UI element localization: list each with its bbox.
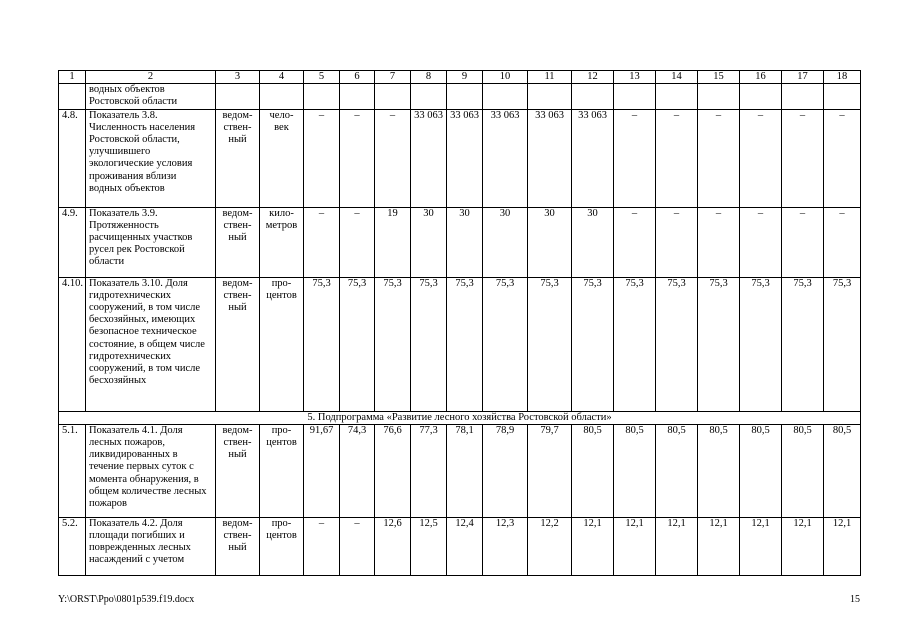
empty-cell	[216, 84, 260, 109]
value-cell: 80,5	[782, 424, 824, 517]
empty-cell	[698, 84, 740, 109]
empty-cell	[375, 84, 411, 109]
column-number: 15	[698, 71, 740, 84]
value-cell: 33 063	[447, 109, 483, 207]
value-cell: 33 063	[572, 109, 614, 207]
column-number: 10	[483, 71, 528, 84]
value-cell: –	[340, 109, 375, 207]
indicator-name: Показатель 4.1. Доля лесных пожаров, ликвидированных в течение первых суток с момента обнаружения, в общем количестве лесных пожаров	[86, 424, 216, 517]
column-number: 7	[375, 71, 411, 84]
value-cell: 30	[411, 207, 447, 277]
value-cell: –	[340, 207, 375, 277]
value-cell: 12,6	[375, 517, 411, 575]
value-cell: 75,3	[447, 277, 483, 411]
column-number: 6	[340, 71, 375, 84]
value-cell: 74,3	[340, 424, 375, 517]
value-cell: 80,5	[698, 424, 740, 517]
value-cell: 12,1	[572, 517, 614, 575]
column-number: 3	[216, 71, 260, 84]
value-cell: 76,6	[375, 424, 411, 517]
indicator-name: Показатель 4.2. Доля площади погибших и поврежденных лесных насаждений с учетом	[86, 517, 216, 575]
value-cell: 75,3	[698, 277, 740, 411]
document-path: Y:\ORST\Ppo\0801p539.f19.docx	[58, 594, 195, 605]
value-cell: –	[614, 109, 656, 207]
value-cell: 75,3	[304, 277, 340, 411]
row-number: 4.8.	[59, 109, 86, 207]
value-cell: 30	[483, 207, 528, 277]
value-cell: 75,3	[411, 277, 447, 411]
table-row	[59, 277, 861, 411]
value-cell: 75,3	[528, 277, 572, 411]
unit: чело-век	[260, 109, 304, 207]
column-number: 16	[740, 71, 782, 84]
value-cell: 75,3	[656, 277, 698, 411]
indicator-name: водных объектов Ростовской области	[86, 84, 216, 109]
value-cell: 91,67	[304, 424, 340, 517]
indicator-type: ведом-ствен-ный	[216, 424, 260, 517]
column-number: 4	[260, 71, 304, 84]
value-cell: 30	[447, 207, 483, 277]
indicator-name: Показатель 3.8. Численность населения Ростовской области, улучшившего экологические условия проживания вблизи водных объектов	[86, 109, 216, 207]
value-cell: –	[824, 207, 861, 277]
indicator-name: Показатель 3.9. Протяженность расчищенных участков русел рек Ростовской области	[86, 207, 216, 277]
value-cell: 75,3	[614, 277, 656, 411]
section-heading-row	[59, 411, 861, 424]
value-cell: 79,7	[528, 424, 572, 517]
column-number: 9	[447, 71, 483, 84]
empty-cell	[260, 84, 304, 109]
value-cell: –	[782, 207, 824, 277]
indicator-type: ведом-ствен-ный	[216, 109, 260, 207]
value-cell: –	[656, 109, 698, 207]
empty-cell	[411, 84, 447, 109]
value-cell: –	[304, 207, 340, 277]
empty-cell	[782, 84, 824, 109]
value-cell: 30	[572, 207, 614, 277]
value-cell: 19	[375, 207, 411, 277]
value-cell: 12,5	[411, 517, 447, 575]
value-cell: 30	[528, 207, 572, 277]
value-cell: –	[740, 109, 782, 207]
column-number-row	[59, 71, 861, 84]
value-cell: 12,1	[824, 517, 861, 575]
empty-cell	[447, 84, 483, 109]
value-cell: –	[614, 207, 656, 277]
empty-cell	[304, 84, 340, 109]
value-cell: 77,3	[411, 424, 447, 517]
empty-cell	[824, 84, 861, 109]
row-number: 5.1.	[59, 424, 86, 517]
value-cell: 75,3	[782, 277, 824, 411]
value-cell: 80,5	[824, 424, 861, 517]
column-number: 14	[656, 71, 698, 84]
empty-cell	[340, 84, 375, 109]
value-cell: 75,3	[740, 277, 782, 411]
value-cell: –	[698, 109, 740, 207]
page-number: 15	[850, 594, 860, 605]
section-title: 5. Подпрограмма «Развитие лесного хозяйства Ростовской области»	[59, 411, 861, 424]
column-number: 8	[411, 71, 447, 84]
column-number: 18	[824, 71, 861, 84]
value-cell: 12,2	[528, 517, 572, 575]
value-cell: 33 063	[483, 109, 528, 207]
value-cell: 75,3	[572, 277, 614, 411]
value-cell: –	[375, 109, 411, 207]
value-cell: –	[698, 207, 740, 277]
indicator-type: ведом-ствен-ный	[216, 277, 260, 411]
value-cell: 12,4	[447, 517, 483, 575]
value-cell: –	[740, 207, 782, 277]
column-number: 2	[86, 71, 216, 84]
table-row	[59, 109, 861, 207]
value-cell: 33 063	[411, 109, 447, 207]
value-cell: –	[656, 207, 698, 277]
empty-cell	[483, 84, 528, 109]
column-number: 12	[572, 71, 614, 84]
value-cell: –	[304, 517, 340, 575]
column-number: 17	[782, 71, 824, 84]
empty-cell	[656, 84, 698, 109]
value-cell: 75,3	[375, 277, 411, 411]
value-cell: 12,1	[782, 517, 824, 575]
value-cell: 75,3	[483, 277, 528, 411]
value-cell: 12,3	[483, 517, 528, 575]
value-cell: 80,5	[740, 424, 782, 517]
value-cell: 75,3	[824, 277, 861, 411]
indicator-type: ведом-ствен-ный	[216, 207, 260, 277]
empty-cell	[572, 84, 614, 109]
value-cell: 80,5	[614, 424, 656, 517]
indicator-type: ведом-ствен-ный	[216, 517, 260, 575]
value-cell: 12,1	[614, 517, 656, 575]
unit: про-центов	[260, 517, 304, 575]
value-cell: 78,1	[447, 424, 483, 517]
empty-cell	[528, 84, 572, 109]
unit: про-центов	[260, 424, 304, 517]
value-cell: 80,5	[656, 424, 698, 517]
row-number	[59, 84, 86, 109]
unit: кило-метров	[260, 207, 304, 277]
value-cell: 78,9	[483, 424, 528, 517]
value-cell: –	[782, 109, 824, 207]
value-cell: 80,5	[572, 424, 614, 517]
value-cell: 33 063	[528, 109, 572, 207]
indicator-name: Показатель 3.10. Доля гидротехнических сооружений, в том числе бесхозяйных, имеющих безопасное техническое состояние, в общем числе гидротехнических сооружений, в том числе бесхозяйных	[86, 277, 216, 411]
column-number: 5	[304, 71, 340, 84]
column-number: 1	[59, 71, 86, 84]
empty-cell	[740, 84, 782, 109]
unit: про-центов	[260, 277, 304, 411]
table-row	[59, 84, 861, 109]
indicators-table	[58, 70, 861, 576]
value-cell: 12,1	[698, 517, 740, 575]
row-number: 4.9.	[59, 207, 86, 277]
value-cell: –	[824, 109, 861, 207]
value-cell: 75,3	[340, 277, 375, 411]
value-cell: –	[340, 517, 375, 575]
row-number: 5.2.	[59, 517, 86, 575]
row-number: 4.10.	[59, 277, 86, 411]
table-row	[59, 517, 861, 575]
table-row	[59, 424, 861, 517]
empty-cell	[614, 84, 656, 109]
table-row	[59, 207, 861, 277]
column-number: 13	[614, 71, 656, 84]
column-number: 11	[528, 71, 572, 84]
value-cell: 12,1	[656, 517, 698, 575]
value-cell: 12,1	[740, 517, 782, 575]
value-cell: –	[304, 109, 340, 207]
